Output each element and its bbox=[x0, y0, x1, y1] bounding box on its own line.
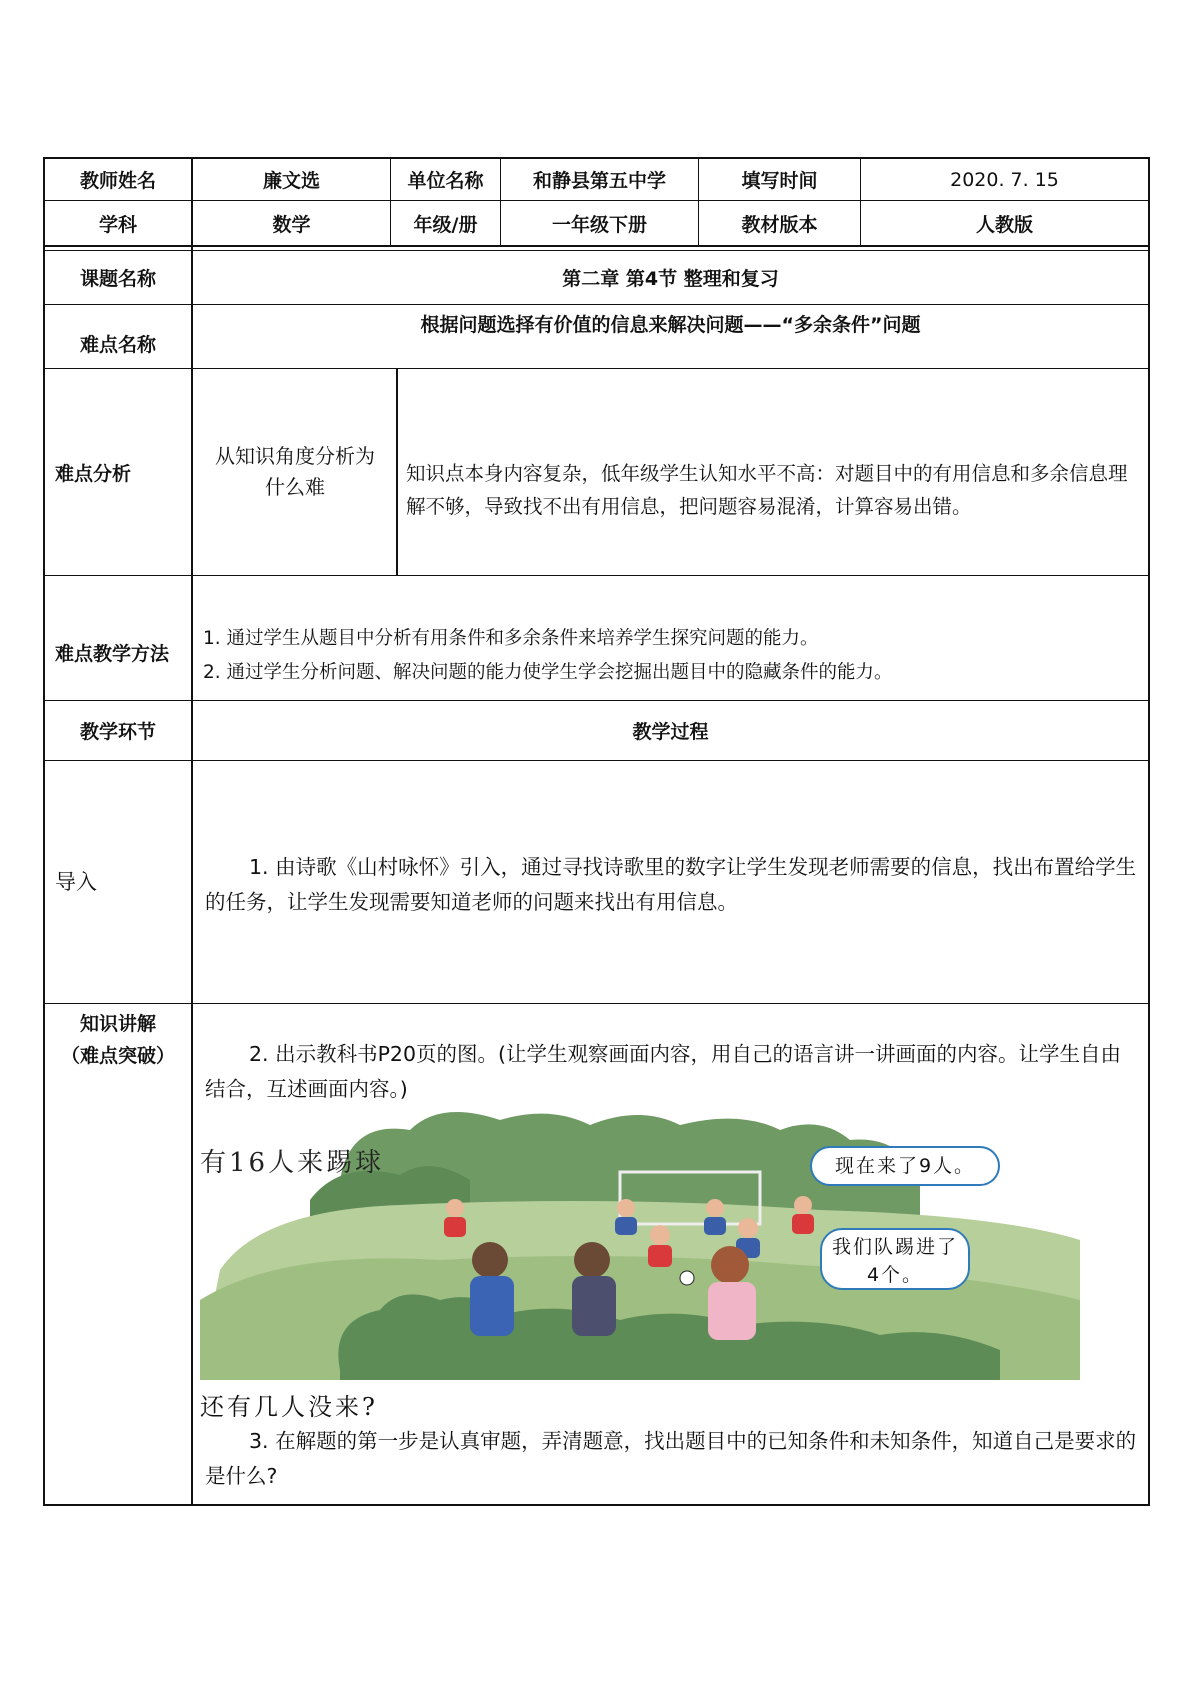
subject-label: 学科 bbox=[98, 213, 137, 236]
analysis-label: 难点分析 bbox=[55, 462, 132, 485]
edition-value: 人教版 bbox=[975, 213, 1033, 236]
grade-label: 年级/册 bbox=[413, 213, 478, 236]
knowledge-step3: 3. 在解题的第一步是认真审题，弄清题意，找出题目中的已知条件和未知条件，知道自己是要求的是什么? bbox=[205, 1429, 1137, 1488]
knowledge-label-line1: 知识讲解 bbox=[79, 1013, 156, 1035]
topic-label: 课题名称 bbox=[79, 268, 156, 290]
analysis-sub-label: 从知识角度分析为什么难 bbox=[215, 444, 375, 499]
question-caption: 还有几人没来? bbox=[200, 1393, 378, 1421]
speech-bubble-1: 现在来了9人。 bbox=[810, 1146, 1000, 1186]
difficulty-label: 难点名称 bbox=[79, 334, 156, 356]
edition-label: 教材版本 bbox=[741, 213, 818, 236]
knowledge-label-line2: （难点突破） bbox=[60, 1045, 175, 1067]
intro-text: 1. 由诗歌《山村咏怀》引入，通过寻找诗歌里的数字让学生发现老师需要的信息，找出布置给学生的任务，让学生发现需要知道老师的问题来找出有用信息。 bbox=[205, 855, 1137, 914]
caption-top: 有16人来踢球 bbox=[200, 1148, 385, 1178]
knowledge-step2: 2. 出示教科书P20页的图。(让学生观察画面内容，用自己的语言讲一讲画面的内容。让学生自由结合，互述画面内容。) bbox=[205, 1042, 1122, 1101]
unit-value: 和静县第五中学 bbox=[532, 170, 666, 192]
topic-value: 第二章 第4节 整理和复习 bbox=[562, 268, 779, 290]
process-label: 教学过程 bbox=[632, 721, 709, 743]
method-item: 1. 通过学生从题目中分析有用条件和多余条件来培养学生探究问题的能力。 bbox=[203, 628, 819, 649]
date-label: 填写时间 bbox=[741, 170, 818, 192]
methods-label: 难点教学方法 bbox=[55, 642, 170, 665]
stage-label: 教学环节 bbox=[79, 721, 156, 743]
teacher-label: 教师姓名 bbox=[79, 170, 156, 192]
textbook-illustration bbox=[200, 1100, 1080, 1380]
method-item: 2. 通过学生分析问题、解决问题的能力使学生学会挖掘出题目中的隐藏条件的能力。 bbox=[203, 662, 893, 683]
date-value: 2020. 7. 15 bbox=[950, 168, 1059, 191]
knowledge-label bbox=[45, 1008, 191, 1072]
unit-label: 单位名称 bbox=[407, 170, 484, 192]
analysis-text: 知识点本身内容复杂，低年级学生认知水平不高：对题目中的有用信息和多余信息理解不够，导致找不出有用信息，把问题容易混淆，计算容易出错。 bbox=[406, 462, 1128, 518]
grade-value: 一年级下册 bbox=[551, 213, 647, 236]
teacher-value: 廉文选 bbox=[262, 170, 320, 192]
speech-bubble-2: 我们队踢进了4个。 bbox=[820, 1228, 970, 1290]
intro-label: 导入 bbox=[55, 870, 97, 894]
difficulty-value: 根据问题选择有价值的信息来解决问题——“多余条件”问题 bbox=[420, 314, 921, 336]
subject-value: 数学 bbox=[272, 213, 311, 236]
methods-list bbox=[203, 622, 1143, 690]
